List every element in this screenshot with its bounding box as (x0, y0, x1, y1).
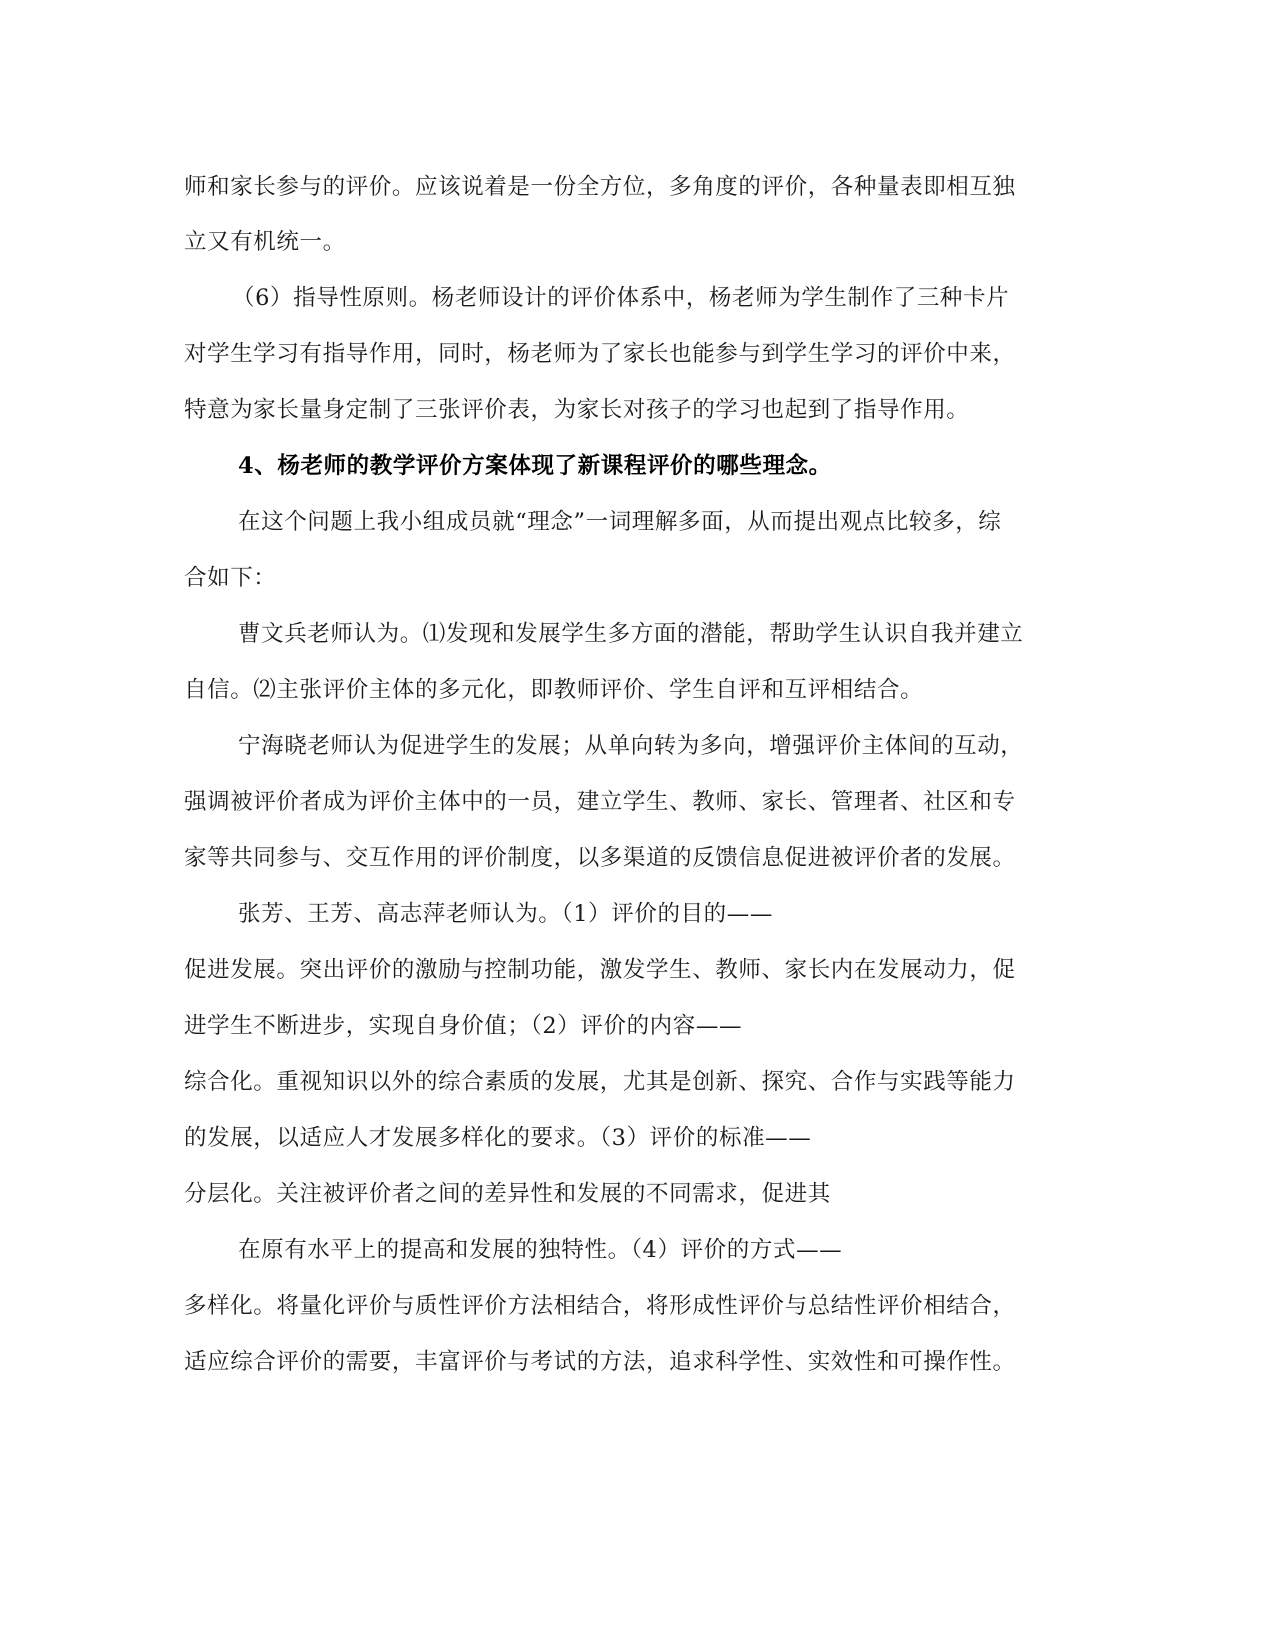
section-heading: 4、杨老师的教学评价方案体现了新课程评价的哪些理念。 (238, 453, 832, 479)
paragraph-line: 综合化。重视知识以外的综合素质的发展，尤其是创新、探究、合作与实践等能力 (184, 1069, 1016, 1095)
paragraph-line: 在这个问题上我小组成员就“理念”一词理解多面，从而提出观点比较多，综 (238, 509, 1002, 535)
paragraph-line: 特意为家长量身定制了三张评价表，为家长对孩子的学习也起到了指导作用。 (184, 397, 970, 423)
paragraph-line: （6）指导性原则。杨老师设计的评价体系中，杨老师为学生制作了三种卡片 (232, 285, 1010, 311)
paragraph-line: 促进发展。突出评价的激励与控制功能，激发学生、教师、家长内在发展动力，促 (184, 957, 1016, 983)
paragraph-line: 曹文兵老师认为。⑴发现和发展学生多方面的潜能，帮助学生认识自我并建立 (238, 621, 1024, 647)
paragraph-line: 分层化。关注被评价者之间的差异性和发展的不同需求，促进其 (184, 1181, 831, 1207)
paragraph-line: 自信。⑵主张评价主体的多元化，即教师评价、学生自评和互评相结合。 (184, 677, 924, 703)
paragraph-line: 家等共同参与、交互作用的评价制度，以多渠道的反馈信息促进被评价者的发展。 (184, 845, 1016, 871)
paragraph-line: 对学生学习有指导作用，同时，杨老师为了家长也能参与到学生学习的评价中来， (184, 341, 1016, 367)
paragraph-line: 张芳、王芳、高志萍老师认为。（1）评价的目的—— (238, 901, 773, 927)
paragraph-line: 宁海晓老师认为促进学生的发展；从单向转为多向，增强评价主体间的互动， (238, 733, 1024, 759)
paragraph-line: 多样化。将量化评价与质性评价方法相结合，将形成性评价与总结性评价相结合， (184, 1293, 1016, 1319)
paragraph-line: 师和家长参与的评价。应该说着是一份全方位，多角度的评价，各种量表即相互独 (184, 174, 1016, 200)
paragraph-line: 进学生不断进步，实现自身价值；（2）评价的内容—— (184, 1013, 743, 1039)
paragraph-line: 立又有机统一。 (184, 229, 346, 255)
paragraph-line: 的发展，以适应人才发展多样化的要求。（3）评价的标准—— (184, 1125, 812, 1151)
paragraph-line: 在原有水平上的提高和发展的独特性。（4）评价的方式—— (238, 1237, 843, 1263)
paragraph-line: 强调被评价者成为评价主体中的一员，建立学生、教师、家长、管理者、社区和专 (184, 789, 1016, 815)
paragraph-line: 合如下： (184, 565, 277, 591)
paragraph-line: 适应综合评价的需要，丰富评价与考试的方法，追求科学性、实效性和可操作性。 (184, 1349, 1016, 1375)
